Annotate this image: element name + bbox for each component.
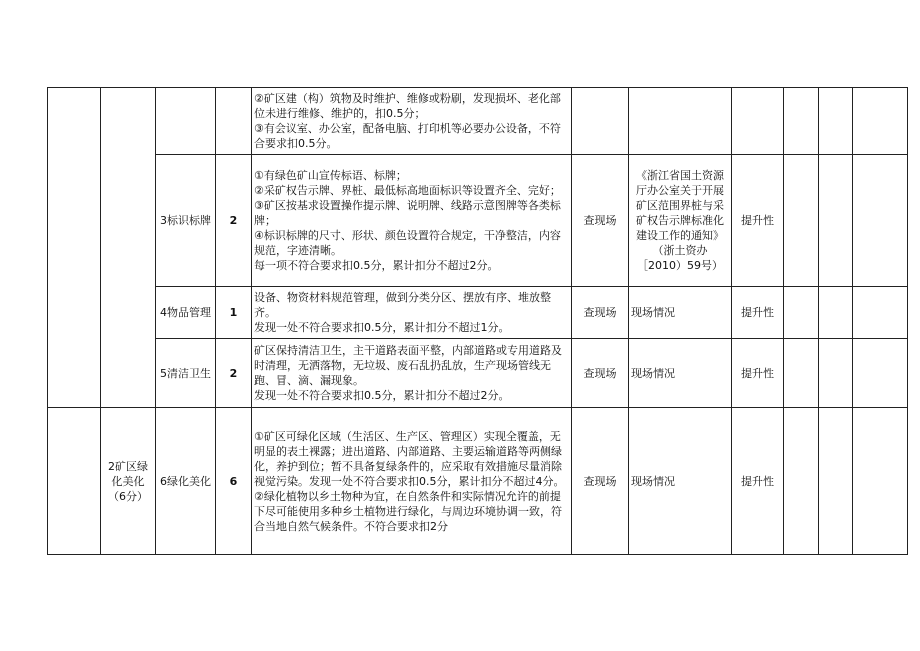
content-line: ②矿区建（构）筑物及时维护、维修或粉刷，发现损坏、老化部位未进行维修、维护的，扣0.5分； <box>254 92 561 120</box>
nature-cell: 提升性 <box>732 287 784 339</box>
item-cell: 3标识标牌 <box>156 155 216 287</box>
score-cell: 2 <box>216 155 252 287</box>
method-cell: 查现场 <box>572 155 629 287</box>
empty-cell <box>819 155 853 287</box>
standard-cell: 现场情况 <box>629 408 732 555</box>
table-row <box>48 287 908 339</box>
nature-cell: 提升性 <box>732 339 784 408</box>
content-line: 发现一处不符合要求扣0.5分，累计扣分不超过1分。 <box>254 321 510 334</box>
empty-cell <box>819 287 853 339</box>
content-line: 发现一处不符合要求扣0.5分，累计扣分不超过2分。 <box>254 389 510 402</box>
table-row <box>48 408 908 555</box>
item-cell: 4物品管理 <box>156 287 216 339</box>
empty-cell <box>819 88 853 155</box>
content-line: 矿区保持清洁卫生，主干道路表面平整，内部道路或专用道路及时清理，无洒落物，无垃圾、废石乱扔乱放，生产现场管线无跑、冒、滴、漏现象。 <box>254 344 562 387</box>
nature-cell <box>732 88 784 155</box>
empty-cell <box>819 408 853 555</box>
empty-cell <box>784 88 819 155</box>
empty-cell <box>819 339 853 408</box>
evaluation-table <box>47 87 908 555</box>
item-cell: 6绿化美化 <box>156 408 216 555</box>
standard-cell: 《浙江省国土资源厅办公室关于开展矿区范围界桩与采矿权告示牌标准化建设工作的通知》（浙土资办［2010）59号） <box>629 155 732 287</box>
content-cell <box>252 88 572 155</box>
content-line: ③有会议室、办公室，配备电脑、打印机等必要办公设备，不符合要求扣0.5分。 <box>254 122 561 150</box>
content-line: ②采矿权告示牌、界桩、最低标高地面标识等设置齐全、完好； <box>254 184 561 197</box>
table-row <box>48 339 908 408</box>
empty-cell <box>853 339 908 408</box>
category-cell <box>48 408 101 555</box>
empty-cell <box>784 287 819 339</box>
empty-cell <box>784 408 819 555</box>
nature-cell: 提升性 <box>732 155 784 287</box>
content-line: ④标识标牌的尺寸、形状、颜色设置符合规定，干净整洁，内容规范，字迹清晰。 <box>254 229 561 257</box>
content-cell <box>252 287 572 339</box>
standard-cell: 现场情况 <box>629 287 732 339</box>
empty-cell <box>853 287 908 339</box>
nature-cell: 提升性 <box>732 408 784 555</box>
content-cell <box>252 155 572 287</box>
empty-cell <box>853 88 908 155</box>
content-cell <box>252 339 572 408</box>
content-line: ③矿区按基求设置操作提示牌、说明牌、线路示意图牌等各类标牌； <box>254 199 561 227</box>
score-cell <box>216 88 252 155</box>
method-cell <box>572 88 629 155</box>
score-cell: 1 <box>216 287 252 339</box>
subject-cell <box>101 88 156 408</box>
content-cell <box>252 408 572 555</box>
category-cell <box>48 88 101 408</box>
content-line: ①有绿色矿山宣传标语、标牌； <box>254 169 407 182</box>
table-row <box>48 88 908 155</box>
subject-cell: 2矿区绿化美化（6分） <box>101 408 156 555</box>
method-cell: 查现场 <box>572 339 629 408</box>
item-cell <box>156 88 216 155</box>
content-line: ②绿化植物以乡土物种为宜，在自然条件和实际情况允许的前提下尽可能使用多种乡土植物进行绿化，与周边环境协调一致，符合当地自然气候条件。不符合要求扣2分 <box>254 489 562 533</box>
score-cell: 2 <box>216 339 252 408</box>
empty-cell <box>784 155 819 287</box>
score-cell: 6 <box>216 408 252 555</box>
empty-cell <box>853 155 908 287</box>
method-cell: 查现场 <box>572 408 629 555</box>
content-line: 每一项不符合要求扣0.5分，累计扣分不超过2分。 <box>254 259 499 272</box>
item-cell: 5清洁卫生 <box>156 339 216 408</box>
empty-cell <box>784 339 819 408</box>
standard-cell <box>629 88 732 155</box>
content-line: 设备、物资材料规范管理，做到分类分区、摆放有序、堆放整齐。 <box>254 291 551 319</box>
table-row <box>48 155 908 287</box>
standard-cell: 现场情况 <box>629 339 732 408</box>
method-cell: 查现场 <box>572 287 629 339</box>
empty-cell <box>853 408 908 555</box>
content-line: ①矿区可绿化区域（生活区、生产区、管理区）实现全覆盖，无明显的表土裸露；进出道路、内部道路、主要运输道路等两侧绿化，养护到位；暂不具备复绿条件的，应采取有效措施尽量消除视觉污染。发现一处不符合要求扣0.5分，累计扣分不超过4分。 <box>254 429 565 488</box>
